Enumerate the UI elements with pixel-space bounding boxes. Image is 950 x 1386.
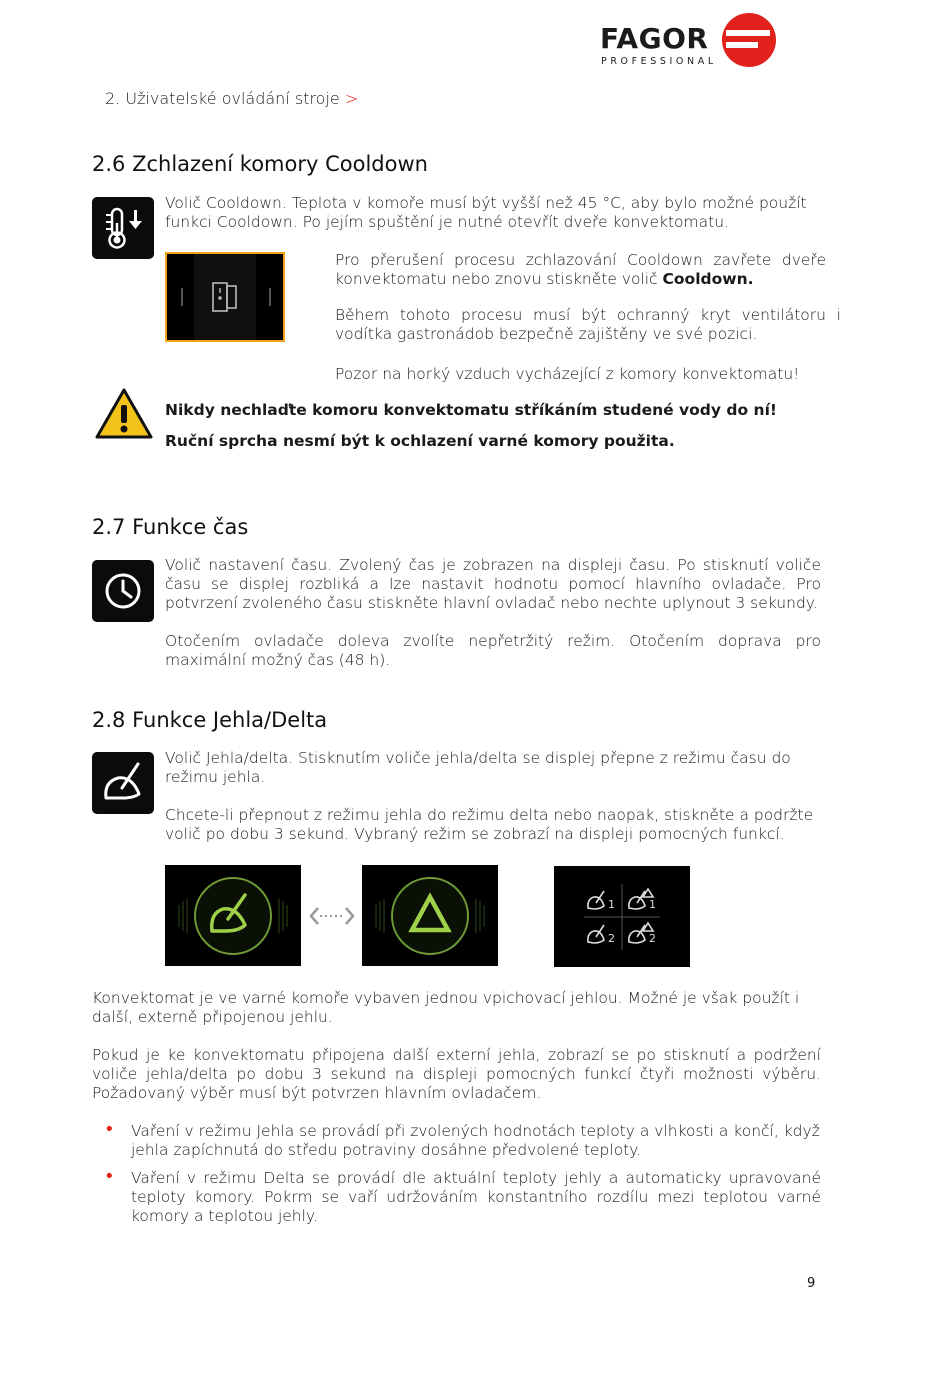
s26-paragraph-4: Pozor na horký vzduch vycházející z komory konvektomatu! xyxy=(335,365,800,383)
double-arrow-icon xyxy=(308,905,356,927)
breadcrumb-text: 2. Uživatelské ovládání stroje xyxy=(105,89,340,108)
bullet-item-1: Vaření v režimu Jehla se provádí při zvolených hodnotách teploty a vlhkosti a končí, když jehla zapíchnutá do středu potraviny dosáhne předvolené teploty. xyxy=(131,1122,820,1159)
probe-selection-display xyxy=(554,866,690,967)
brand-logo xyxy=(600,12,778,68)
bullet-item-2: Vaření v režimu Delta se provádí dle aktuální teploty jehly a automaticky upravované teploty komory. Pokrm se vaří udržováním konstantního rozdílu mezi teplotou varné komory a teplotou jehly. xyxy=(131,1169,821,1225)
probe-label-3: 2 xyxy=(608,932,615,945)
s28-paragraph-1: Volič Jehla/delta. Stisknutím voliče jehla/delta se displej přepne z režimu času do režimu jehla. xyxy=(165,749,791,786)
clock-icon xyxy=(92,560,154,622)
display-left-mark xyxy=(181,288,183,306)
bullet-marker-2: • xyxy=(104,1166,115,1187)
oven-door-icon xyxy=(210,280,240,314)
warning-text-1: Nikdy nechlaďte komoru konvektomatu stříkáním studené vody do ní! xyxy=(165,401,777,419)
page-number: 9 xyxy=(807,1276,816,1291)
delta-mode-graphic xyxy=(362,865,498,966)
time-selector-icon xyxy=(92,560,154,622)
s26-paragraph-2 xyxy=(335,251,826,289)
s27-paragraph-2: Otočením ovladače doleva zvolíte nepřetržitý režim. Otočením doprava pro maximální možný čas (48 h). xyxy=(165,632,821,669)
bullet-marker-1: • xyxy=(104,1119,115,1140)
probe-grid-lines xyxy=(554,866,690,967)
breadcrumb-arrow: > xyxy=(344,89,359,108)
s26-paragraph-3: Během tohoto procesu musí být ochranný kryt ventilátoru i vodítka gastronádob bezpečně zajištěny ve své pozici. xyxy=(335,306,841,343)
warning-text-2: Ruční sprcha nesmí být k ochlazení varné komory použita. xyxy=(165,432,675,450)
section-2-7-title: 2.7 Funkce čas xyxy=(92,515,249,539)
s26-p2-text: Pro přerušení procesu zchlazování Cooldown zavřete dveře konvektomatu nebo znovu stiskněte volič xyxy=(335,251,826,288)
cooldown-selector-icon xyxy=(92,197,154,259)
section-2-6-title: 2.6 Zchlazení komory Cooldown xyxy=(92,152,428,176)
s26-paragraph-1: Volič Cooldown. Teplota v komoře musí být vyšší než 45 °C, aby bylo možné použít funkci Cooldown. Po jejím spuštění je nutné otevřít dveře konvektomatu. xyxy=(165,194,807,231)
probe-label-1: 1 xyxy=(608,898,615,911)
needle-mode-display xyxy=(165,865,301,966)
probe-label-4: 2 xyxy=(649,932,656,945)
needle-probe-icon xyxy=(92,752,154,814)
needle-mode-graphic xyxy=(165,865,301,966)
delta-mode-display xyxy=(362,865,498,966)
warning-icon xyxy=(94,387,154,441)
s28-paragraph-4: Pokud je ke konvektomatu připojena další externí jehla, zobrazí se po stisknutí a podržení voliče jehla/delta po dobu 3 sekund na displeji pomocných funkcí čtyři možnosti výběru. Požadovaný výběr musí být potvrzen hlavním ovladačem. xyxy=(92,1046,821,1102)
brand-subtitle: PROFESSIONAL xyxy=(601,56,717,67)
probe-label-2: 1 xyxy=(649,898,656,911)
s28-paragraph-3: Konvektomat je ve varné komoře vybaven jednou vpichovací jehlou. Možné je však použít i další, externě připojenou jehlu. xyxy=(92,989,800,1026)
breadcrumb xyxy=(105,89,358,108)
s26-p2-bold: Cooldown. xyxy=(662,270,754,288)
s28-paragraph-2: Chcete-li přepnout z režimu jehla do režimu delta nebo naopak, stiskněte a podržte volič po dobu 3 sekund. Vybraný režim se zobrazí na displeji pomocných funkcí. xyxy=(165,806,814,843)
needle-selector-icon xyxy=(92,752,154,814)
fagor-logo-icon xyxy=(720,12,778,68)
section-2-8-title: 2.8 Funkce Jehla/Delta xyxy=(92,708,328,732)
brand-name: FAGOR xyxy=(600,22,709,55)
cooldown-display-image xyxy=(165,252,285,342)
thermometer-down-icon xyxy=(92,197,154,259)
display-right-mark xyxy=(269,288,271,306)
s27-paragraph-1: Volič nastavení času. Zvolený čas je zobrazen na displeji času. Po stisknutí voliče času se displej rozbliká a lze nastavit hodnotu pomocí hlavního ovladače. Pro potvrzení zvoleného času stiskněte hlavní ovladač nebo nechte uplynout 3 sekundy. xyxy=(165,556,821,612)
